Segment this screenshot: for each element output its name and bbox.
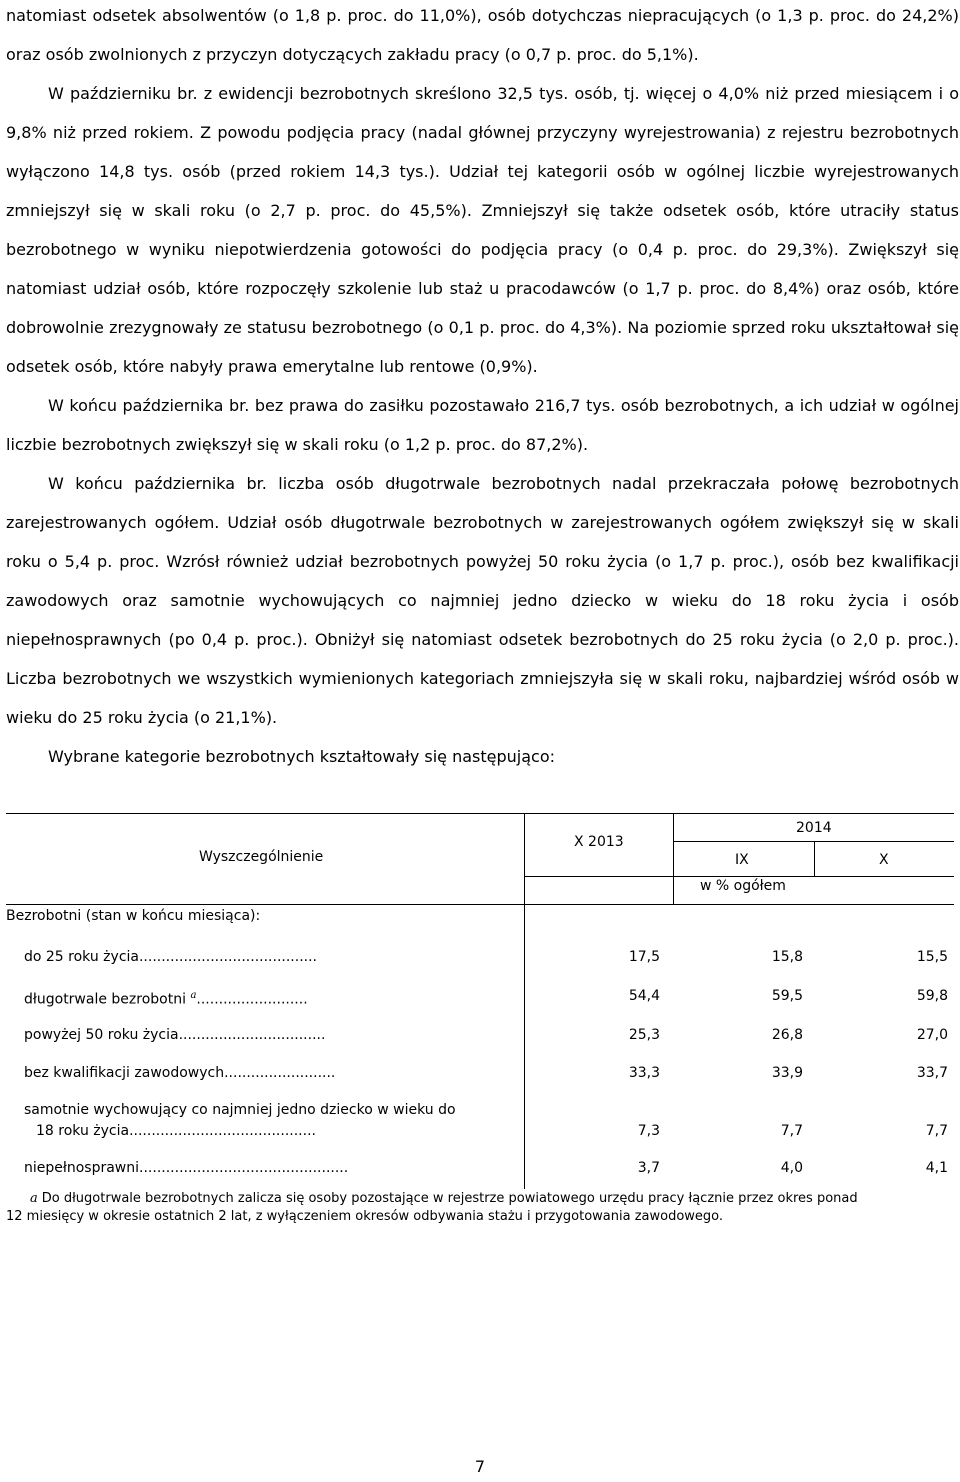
row-label-text: powyżej 50 roku życia	[24, 1027, 179, 1043]
header-x-2013: X 2013	[574, 834, 624, 850]
row-leader-dots: ..........................................	[129, 1123, 316, 1139]
header-ix: IX	[735, 852, 749, 868]
paragraph-table-intro: Wybrane kategorie bezrobotnych kształtowały się następująco:	[48, 747, 555, 766]
footnote-line-1	[6, 1190, 956, 1208]
table-top-rule	[6, 813, 954, 814]
row-label-text: 18 roku życia	[36, 1123, 130, 1139]
footnote-text: Do długotrwale bezrobotnych zalicza się osoby pozostające w rejestrze powiatowego urzędu pracy łącznie przez okres ponad	[41, 1191, 858, 1206]
cell-value-2013: 25,3	[628, 1027, 660, 1043]
row-label: samotnie wychowujący co najmniej jedno dziecko w wieku do	[24, 1102, 456, 1118]
footnote-reference: a	[190, 990, 197, 1001]
cell-value-ix: 7,7	[780, 1123, 803, 1139]
section-title: Bezrobotni (stan w końcu miesiąca):	[6, 908, 261, 924]
row-label	[24, 948, 317, 966]
cell-value-ix: 15,8	[771, 949, 803, 965]
cell-value-2013: 54,4	[628, 988, 660, 1004]
row-label-text: do 25 roku życia	[24, 949, 139, 965]
row-label-continuation	[36, 1122, 316, 1140]
cell-value-ix: 59,5	[771, 988, 803, 1004]
row-leader-dots: .................................	[178, 1027, 326, 1043]
row-leader-dots: .........................	[224, 1065, 336, 1081]
cell-value-x: 4,1	[925, 1160, 948, 1176]
header-year-2014: 2014	[796, 820, 832, 836]
row-leader-dots: .........................	[196, 991, 308, 1008]
row-label-text: bez kwalifikacji zawodowych	[24, 1065, 225, 1081]
row-label-text: niepełnosprawni	[24, 1160, 140, 1176]
cell-value-ix: 33,9	[771, 1065, 803, 1081]
page-number: 7	[474, 1457, 486, 1476]
footnote-line-2: 12 miesięcy w okresie ostatnich 2 lat, z wyłączeniem okresów odbywania stażu i przygotowania zawodowego.	[6, 1209, 724, 1224]
col-divider-ix	[814, 841, 815, 877]
table-header-rule	[6, 904, 954, 905]
cell-value-2013: 33,3	[628, 1065, 660, 1081]
year-header-rule	[673, 841, 954, 842]
cell-value-x: 27,0	[916, 1027, 948, 1043]
cell-value-ix: 26,8	[771, 1027, 803, 1043]
cell-value-2013: 17,5	[628, 949, 660, 965]
footnote-mark: a	[30, 1191, 38, 1206]
body-text	[6, 0, 959, 776]
footnote	[6, 1190, 956, 1226]
row-label-text: długotrwale bezrobotni	[24, 991, 186, 1008]
cell-value-ix: 4,0	[780, 1160, 803, 1176]
cell-value-x: 59,8	[916, 988, 948, 1004]
cell-value-x: 33,7	[916, 1065, 948, 1081]
col-divider-2013	[673, 813, 674, 904]
cell-value-2013: 7,3	[637, 1123, 660, 1139]
header-unit: w % ogółem	[700, 878, 786, 894]
row-label	[24, 1026, 325, 1044]
paragraph-zasilek: W końcu października br. bez prawa do zasiłku pozostawało 216,7 tys. osób bezrobotnych, a ich udział w ogólnej liczbie bezrobotnych zwiększył się w skali roku (o 1,2 p. proc. do 87,2%).	[6, 396, 959, 454]
paragraph-wyrejestrowania: W październiku br. z ewidencji bezrobotnych skreślono 32,5 tys. osób, tj. więcej o 4,0% niż przed miesiącem i o 9,8% niż przed rokiem. Z powodu podjęcia pracy (nadal głównej przyczyny wyrejestrowania) z rejestru bezrobotnych wyłączono 14,8 tys. osób (przed rokiem 14,3 tys.). Udział tej kategorii osób w ogólnej liczbie wyrejestrowanych zmniejszył się w skali roku (o 2,7 p. proc. do 45,5%). Zmniejszył się także odsetek osób, które utraciły status bezrobotnego w wyniku niepotwierdzenia gotowości do podjęcia pracy (o 0,4 p. proc. do 29,3%). Zwiększył się natomiast udział osób, które rozpoczęły szkolenie lub staż u pracodawców (o 1,7 p. proc. do 8,4%) oraz osób, które dobrowolnie zrezygnowały ze statusu bezrobotnego (o 0,1 p. proc. do 4,3%). Na poziomie sprzed roku ukształtował się odsetek osób, które nabyły prawa emerytalne lub rentowe (0,9%).	[6, 84, 959, 376]
row-leader-dots: ...............................................	[139, 1160, 349, 1176]
row-label	[24, 1159, 348, 1177]
col-divider-label	[524, 813, 525, 904]
cell-value-x: 15,5	[916, 949, 948, 965]
col-divider-label-body	[524, 904, 525, 1189]
cell-value-2013: 3,7	[637, 1160, 660, 1176]
cell-value-x: 7,7	[925, 1123, 948, 1139]
header-x: X	[879, 852, 889, 868]
paragraph-absolwenci: natomiast odsetek absolwentów (o 1,8 p. proc. do 11,0%), osób dotychczas niepracujących (o 1,3 p. proc. do 24,2%) oraz osób zwolnionych z przyczyn dotyczących zakładu pracy (o 0,7 p. proc. do 5,1%).	[6, 6, 959, 64]
paragraph-dlugotrwale: W końcu października br. liczba osób długotrwale bezrobotnych nadal przekraczała połowę bezrobotnych zarejestrowanych ogółem. Udział osób długotrwale bezrobotnych w zarejestrowanych ogółem zwiększył się w skali roku o 5,4 p. proc. Wzrósł również udział bezrobotnych powyżej 50 roku życia (o 1,7 p. proc.), osób bez kwalifikacji zawodowych oraz samotnie wychowujących co najmniej jedno dziecko w wieku do 18 roku życia i osób niepełnosprawnych (po 0,4 p. proc.). Obniżył się natomiast odsetek bezrobotnych do 25 roku życia (o 2,0 p. proc.). Liczba bezrobotnych we wszystkich wymienionych kategoriach zmniejszyła się w skali roku, najbardziej wśród osób w wieku do 25 roku życia (o 21,1%).	[6, 474, 959, 727]
row-leader-dots: ........................................	[138, 949, 317, 965]
header-wyszczegolnienie: Wyszczególnienie	[199, 849, 324, 865]
row-label	[24, 987, 308, 1009]
row-label	[24, 1064, 335, 1082]
